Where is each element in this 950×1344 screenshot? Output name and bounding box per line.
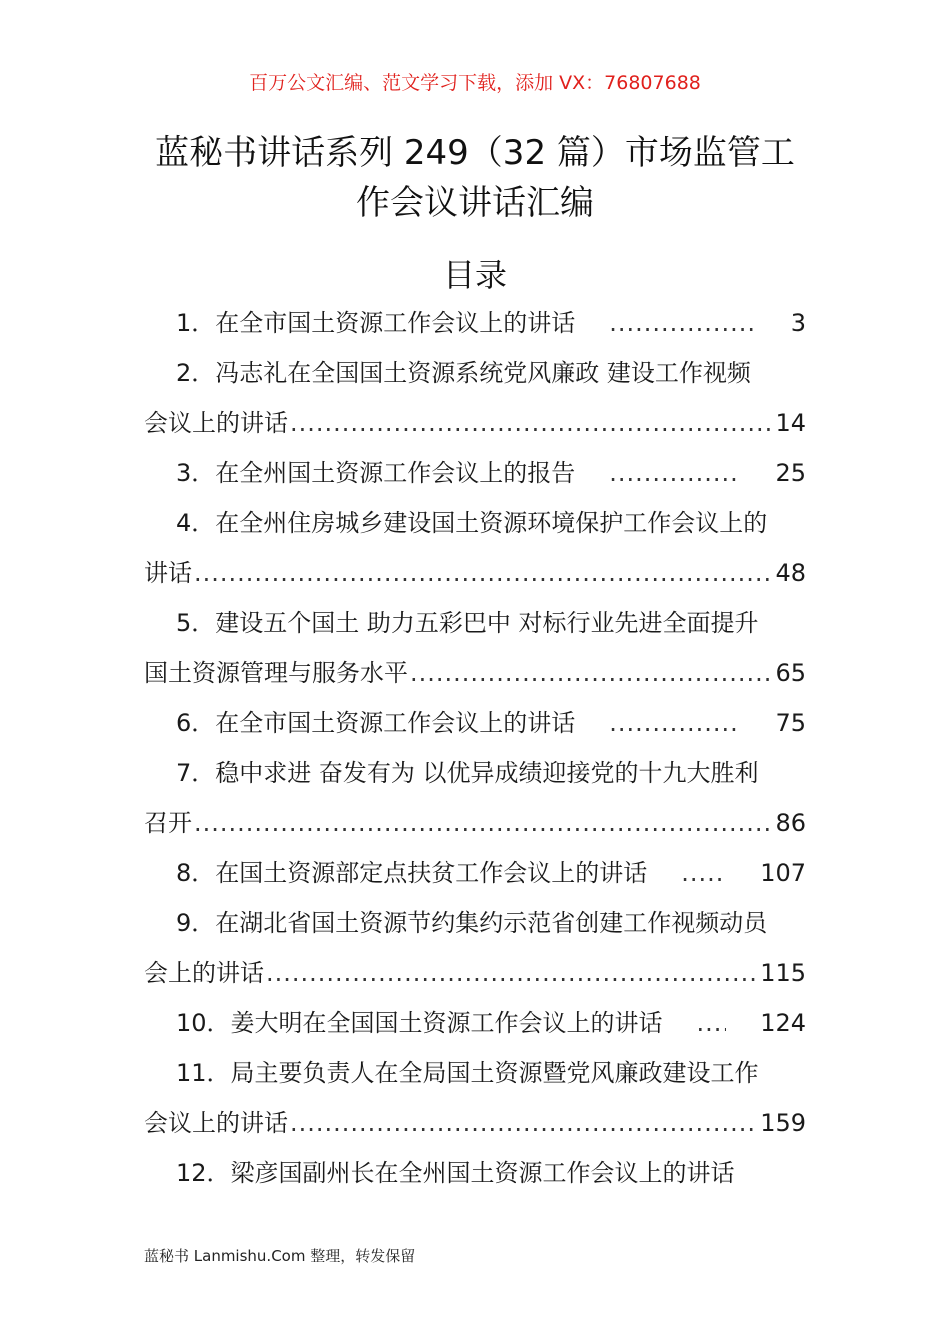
toc-entry-title-continued: 会上的讲话 [144,959,264,987]
toc-entry-line2 [144,948,806,998]
toc-entry-number: 3． [176,459,216,487]
toc-entry-title: 冯志礼在全国国土资源系统党风廉政 建设工作视频 [215,359,751,387]
toc-entry-number: 4． [176,509,216,537]
toc-entry-number: 12． [176,1159,231,1187]
title-line-2: 作会议讲话汇编 [356,183,594,223]
toc-entry-text [144,998,663,1048]
toc-entry-line2 [144,798,806,848]
toc-dot-leader [266,948,758,998]
toc-entry-line1 [144,698,806,748]
toc-dot-leader [194,798,773,848]
toc-entry-title: 局主要负责人在全局国土资源暨党风廉政建设工作 [230,1059,759,1087]
toc-entry-number: 2． [176,359,216,387]
toc-entry-text [144,848,647,898]
toc-entry-title-continued: 讲话 [144,559,192,587]
toc-entry-title-continued: 召开 [144,809,192,837]
toc-entry-number: 6． [176,709,216,737]
toc-entry[interactable] [144,348,806,448]
toc-entry-title-continued: 会议上的讲话 [144,1109,288,1137]
toc-page-number: 14 [775,409,806,437]
toc-entry-number: 10． [176,1009,231,1037]
toc-page-number: 65 [775,659,806,687]
toc-entry-text [144,298,575,348]
toc-page-number: 75 [775,709,806,737]
toc-entry-line2 [144,548,806,598]
toc-entry-number: 9． [176,909,216,937]
toc-dot-leader [290,398,773,448]
table-of-contents [144,298,806,1198]
toc-entry-title: 在全州国土资源工作会议上的报告 [215,459,576,487]
toc-page-number: 48 [775,559,806,587]
toc-dot-leader [649,848,726,898]
toc-page-number: 3 [790,309,806,337]
toc-page-number: 25 [775,459,806,487]
toc-entry-title: 梁彦国副州长在全州国土资源工作会议上的讲话 [230,1159,735,1187]
toc-entry-title: 在湖北省国土资源节约集约示范省创建工作视频动员 [215,909,768,937]
toc-entry-line2 [144,398,806,448]
toc-entry-line1 [144,598,806,648]
toc-page-number: 115 [760,959,806,987]
toc-entry-line1 [144,498,806,548]
toc-entry[interactable] [144,848,806,898]
footer-note: 蓝秘书 Lanmishu.Com 整理，转发保留 [144,1247,416,1265]
toc-entry-line1 [144,348,806,398]
toc-entry[interactable] [144,998,806,1048]
toc-entry[interactable] [144,748,806,848]
toc-entry-title-continued: 会议上的讲话 [144,409,288,437]
toc-entry-title: 姜大明在全国国土资源工作会议上的讲话 [230,1009,663,1037]
title-line-1: 蓝秘书讲话系列 249（32 篇）市场监管工 [155,133,795,173]
toc-entry-title: 在全市国土资源工作会议上的讲话 [215,309,576,337]
header-note: 百万公文汇编、范文学习下载，添加 VX：76807688 [249,72,701,94]
toc-entry-number: 8． [176,859,216,887]
toc-entry-line1 [144,1048,806,1098]
toc-entry-number: 7． [176,759,216,787]
toc-entry-title: 在全市国土资源工作会议上的讲话 [215,709,576,737]
toc-entry-number: 1． [176,309,216,337]
toc-entry-line1 [144,998,806,1048]
toc-entry-title: 在全州住房城乡建设国土资源环境保护工作会议上的 [215,509,768,537]
toc-entry[interactable] [144,448,806,498]
toc-dot-leader [290,1098,758,1148]
toc-entry-title-continued: 国土资源管理与服务水平 [144,659,408,687]
toc-dot-leader [410,648,773,698]
toc-dot-leader [577,698,741,748]
toc-entry[interactable] [144,498,806,598]
toc-page-number: 107 [760,859,806,887]
toc-entry-title: 建设五个国土 助力五彩巴中 对标行业先进全面提升 [215,609,759,637]
toc-entry-line1 [144,448,806,498]
toc-entry-number: 5． [176,609,216,637]
toc-dot-leader [577,448,741,498]
toc-dot-leader [665,998,727,1048]
toc-entry-text [144,448,575,498]
toc-entry[interactable] [144,1148,806,1198]
toc-entry-text [144,698,575,748]
toc-entry-line1 [144,298,806,348]
toc-entry-title: 稳中求进 奋发有为 以优异成绩迎接党的十九大胜利 [215,759,759,787]
toc-entry-title: 在国土资源部定点扶贫工作会议上的讲话 [215,859,648,887]
toc-entry[interactable] [144,598,806,698]
document-title [120,128,830,228]
toc-page-number: 159 [760,1109,806,1137]
toc-entry-line1 [144,848,806,898]
toc-dot-leader [577,298,756,348]
toc-entry[interactable] [144,698,806,748]
toc-entry-line2 [144,648,806,698]
toc-entry-line1 [144,898,806,948]
toc-entry-number: 11． [176,1059,231,1087]
toc-entry-line2 [144,1098,806,1148]
toc-page-number: 124 [760,1009,806,1037]
toc-dot-leader [194,548,773,598]
toc-page-number: 86 [775,809,806,837]
toc-heading: 目录 [442,256,507,294]
toc-entry[interactable] [144,898,806,998]
toc-entry-line1 [144,1148,806,1198]
toc-entry[interactable] [144,1048,806,1148]
toc-entry[interactable] [144,298,806,348]
toc-entry-line1 [144,748,806,798]
